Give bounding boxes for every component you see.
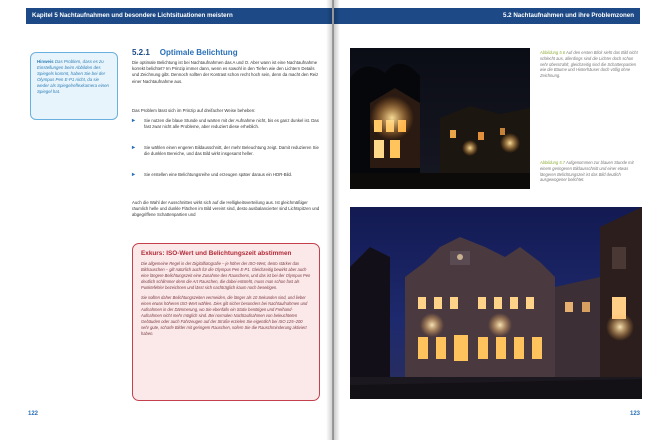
list-item xyxy=(132,118,320,130)
paragraph: Die optimale Belichtung ist bei Nachtaufnahmen das A und O. Aber wann ist eine Nachtaufnahme korrekt belichtet? Im Prinzip immer dann, wenn es sowohl in den Tiefen wie den Lichtern Details und Zeichnung gibt. Dennoch sollten der Kontrast schon recht hoch sein, denn da macht den Reiz einer Nachtaufnahme aus. xyxy=(132,60,319,84)
night-photo-1 xyxy=(350,48,530,189)
book-gutter xyxy=(326,0,340,440)
list-item xyxy=(132,145,320,157)
hint-label: Hinweis xyxy=(37,59,54,64)
page-number-right: 123 xyxy=(629,411,640,417)
running-header-left: Kapitel 5 Nachtaufnahmen und besondere Lichtsituationen meistern xyxy=(26,8,332,24)
caption-label: Abbildung 5.7 xyxy=(540,160,566,165)
left-page xyxy=(0,0,332,440)
hint-box xyxy=(30,52,118,120)
excursus-box xyxy=(132,243,320,401)
list-item-text: Sie wählen einen engeren Bildausschnitt, der mehr Beleuchtung zeigt. Damit reduzieren Sie die dunklen Bereiche, und das Bild wirkt insgesamt heller. xyxy=(144,145,319,157)
caption-label: Abbildung 5.6 xyxy=(540,50,566,55)
right-page xyxy=(334,0,668,440)
list-item-text: Sie erstellen eine Belichtungsreihe und erzeugen später daraus ein HDR-Bild. xyxy=(144,172,293,177)
running-header-right: 5.2 Nachtaufnahmen und ihre Problemzonen xyxy=(334,8,640,24)
list-item-text: Sie nutzen die blaue Stunde und warten mit der Aufnahme nicht, bis es ganz dunkel ist. Das fast zwar nicht alle Probleme, aber reduziert diese erheblich. xyxy=(144,118,319,130)
bullet-marker: ▸ xyxy=(132,145,136,151)
night-photo-2 xyxy=(350,207,642,399)
hint-text: Das Problem, dass es zu Einstellungen beim Abbilden des Spiegels kommt, haben Sie bei der Olympus Pen E-P1 nicht, da sie weder als Spiegelreflexkamera einen Spiegel hat. xyxy=(37,59,109,94)
excursus-paragraph: Sie sollten daher Belichtungszeiten vermeiden, die länger als 10 Sekunden sind, und lieber einen etwas höheren ISO-Wert wählen. Dies gilt sicher besonders bei Nachtaufnahmen und Aufnahmen in der Dämmerung, wo Sie ebenfalls ein Stativ benötigen und Freihand-Aufnahmen nicht mehr möglich sind. Bei normalen Nachtaufnahmen von beleuchteten Gebäuden oder auch Fahrzeugen auf der Straße erzielen Sie eigentlich bei ISO 125–200 sehr gute, scharfe Bilder mit geringem Rauschen, sofern Sie die Rauschminderung aktiviert haben. xyxy=(141,295,308,336)
section-heading xyxy=(132,48,238,57)
section-number: 5.2.1 xyxy=(132,48,150,57)
bullet-marker: ▸ xyxy=(132,172,136,178)
figure-caption-2 xyxy=(540,160,640,183)
caption-text: Aufgenommen zur blauen Stunde mit einem geringeren Bildausschnitt und einer etwas längeren Belichtungszeit ist das Bild deutlich ausgewogener belichtet. xyxy=(540,160,634,183)
page-number-left: 122 xyxy=(28,411,39,417)
list-item xyxy=(132,172,320,178)
excursus-paragraph: Die allgemeine Regel in der Digitalfotografie – je höher der ISO-Wert, desto stärker das Bildrauschen – gilt natürlich auch für die Olympus Pen E-P1. Gleichzeitig bewirkt aber auch eine längere Belichtungszeit eine Zunahme des Rauschens, und das ist bei der Olympus Pen deutlich schlimmer denn die Art Rauschen, die dabei entsteht, muss man schon fast als Punktefehler bezeichnen und lässt sich nachträglich kaum noch beseitigen. xyxy=(141,261,311,290)
paragraph: Das Problem lässt sich im Prinzip auf dreifacher Weise beheben: xyxy=(132,108,256,113)
figure-caption-1 xyxy=(540,50,640,79)
caption-text: Auf den ersten Blick sieht das Bild nicht schlecht aus, allerdings sind die Lichter doch schon sehr überstrahlt, gleichzeitig sind die Schattenpartien wie die Bäume und Hinterhäuser doch völlig ohne Zeichnung. xyxy=(540,50,638,79)
section-title: Optimale Belichtung xyxy=(159,48,238,57)
excursus-title: Exkurs: ISO-Wert und Belichtungszeit abstimmen xyxy=(141,250,292,257)
paragraph: Auch die Wahl der Ausschnittes wirkt sich auf die Helligkeitsverteilung aus. Ist gleichmäßiger räumlich helle und dunkle Flächen im Bild vereint sind, desto ausbalancierter sind Lichtspitzen und abgegriffene Schattenpartien und xyxy=(132,200,320,218)
bullet-marker: ▸ xyxy=(132,118,136,124)
